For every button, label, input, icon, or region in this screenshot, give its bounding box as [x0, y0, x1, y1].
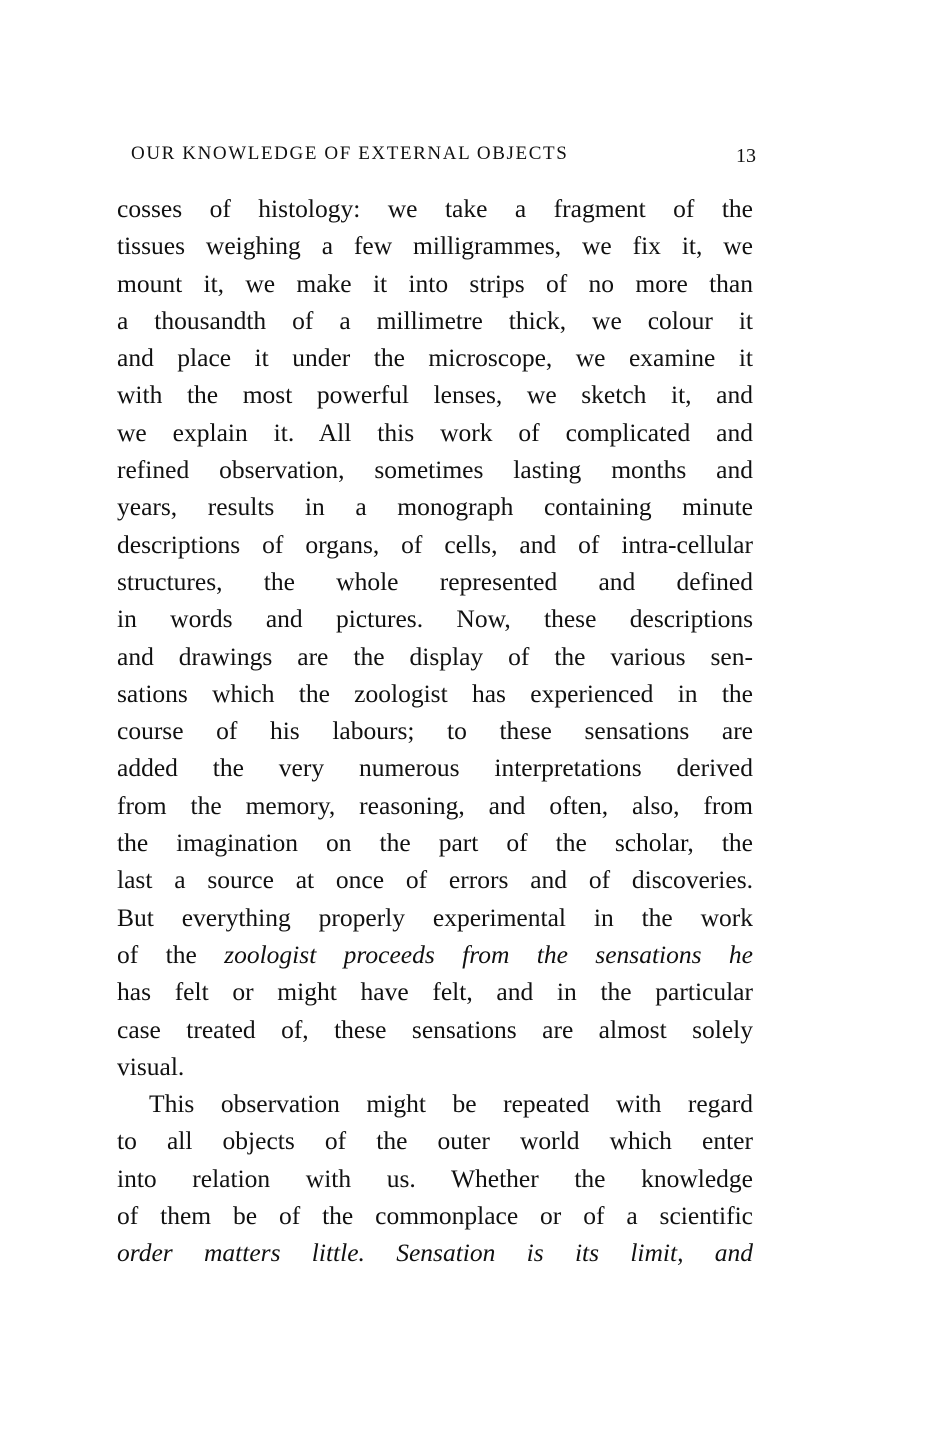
text-line: descriptions of organs, of cells, and of intra-cellular — [117, 529, 753, 559]
text-line: with the most powerful lenses, we sketch it, and — [117, 380, 753, 410]
text-italic: zoologist proceeds from the sensations he — [224, 939, 753, 969]
text-line: in words and pictures. Now, these descriptions — [117, 604, 753, 634]
text-line: added the very numerous interpretations derived — [117, 753, 753, 783]
text-line: visual. — [117, 1051, 185, 1081]
text-line: the imagination on the part of the scholar, the — [117, 828, 753, 858]
text-line-italic — [117, 1234, 753, 1271]
text-line: a thousandth of a millimetre thick, we colour it — [117, 305, 753, 335]
text-line: refined observation, sometimes lasting months and — [117, 455, 753, 485]
paragraph-2 — [117, 1085, 753, 1271]
text-line: cosses of histology: we take a fragment of the — [117, 194, 753, 223]
page-number: 13 — [736, 145, 756, 167]
paragraph-1 — [117, 190, 753, 1085]
text-roman: of the — [117, 939, 225, 969]
text-line: of them be of the commonplace or of a scientific — [117, 1201, 753, 1231]
text-line: sations which the zoologist has experienced in the — [117, 678, 753, 708]
text-line: But everything properly experimental in the work — [117, 902, 753, 932]
text-line: structures, the whole represented and defined — [117, 566, 753, 596]
text-line: and drawings are the display of the various sen- — [117, 641, 753, 671]
text-line: years, results in a monograph containing minute — [117, 492, 753, 522]
running-head — [131, 143, 756, 169]
text-line: This observation might be repeated with regard — [149, 1089, 753, 1119]
text-line: to all objects of the outer world which enter — [117, 1126, 753, 1156]
text-line: has felt or might have felt, and in the particular — [117, 977, 753, 1007]
text-line-mixed — [117, 936, 753, 973]
body-text — [117, 190, 753, 1272]
text-line: into relation with us. Whether the knowledge — [117, 1163, 753, 1193]
text-line: last a source at once of errors and of discoveries. — [117, 865, 753, 895]
text-italic: order matters little. Sensation is its limit, and — [117, 1238, 753, 1268]
text-line: course of his labours; to these sensations are — [117, 716, 753, 746]
text-line: tissues weighing a few milligrammes, we fix it, we — [117, 231, 753, 261]
running-head-title: OUR KNOWLEDGE OF EXTERNAL OBJECTS — [131, 143, 569, 164]
text-line: case treated of, these sensations are almost solely — [117, 1014, 753, 1044]
text-line: and place it under the microscope, we examine it — [117, 343, 753, 373]
text-line: mount it, we make it into strips of no more than — [117, 268, 753, 298]
text-line: from the memory, reasoning, and often, also, from — [117, 790, 753, 820]
text-line: we explain it. All this work of complicated and — [117, 417, 753, 447]
